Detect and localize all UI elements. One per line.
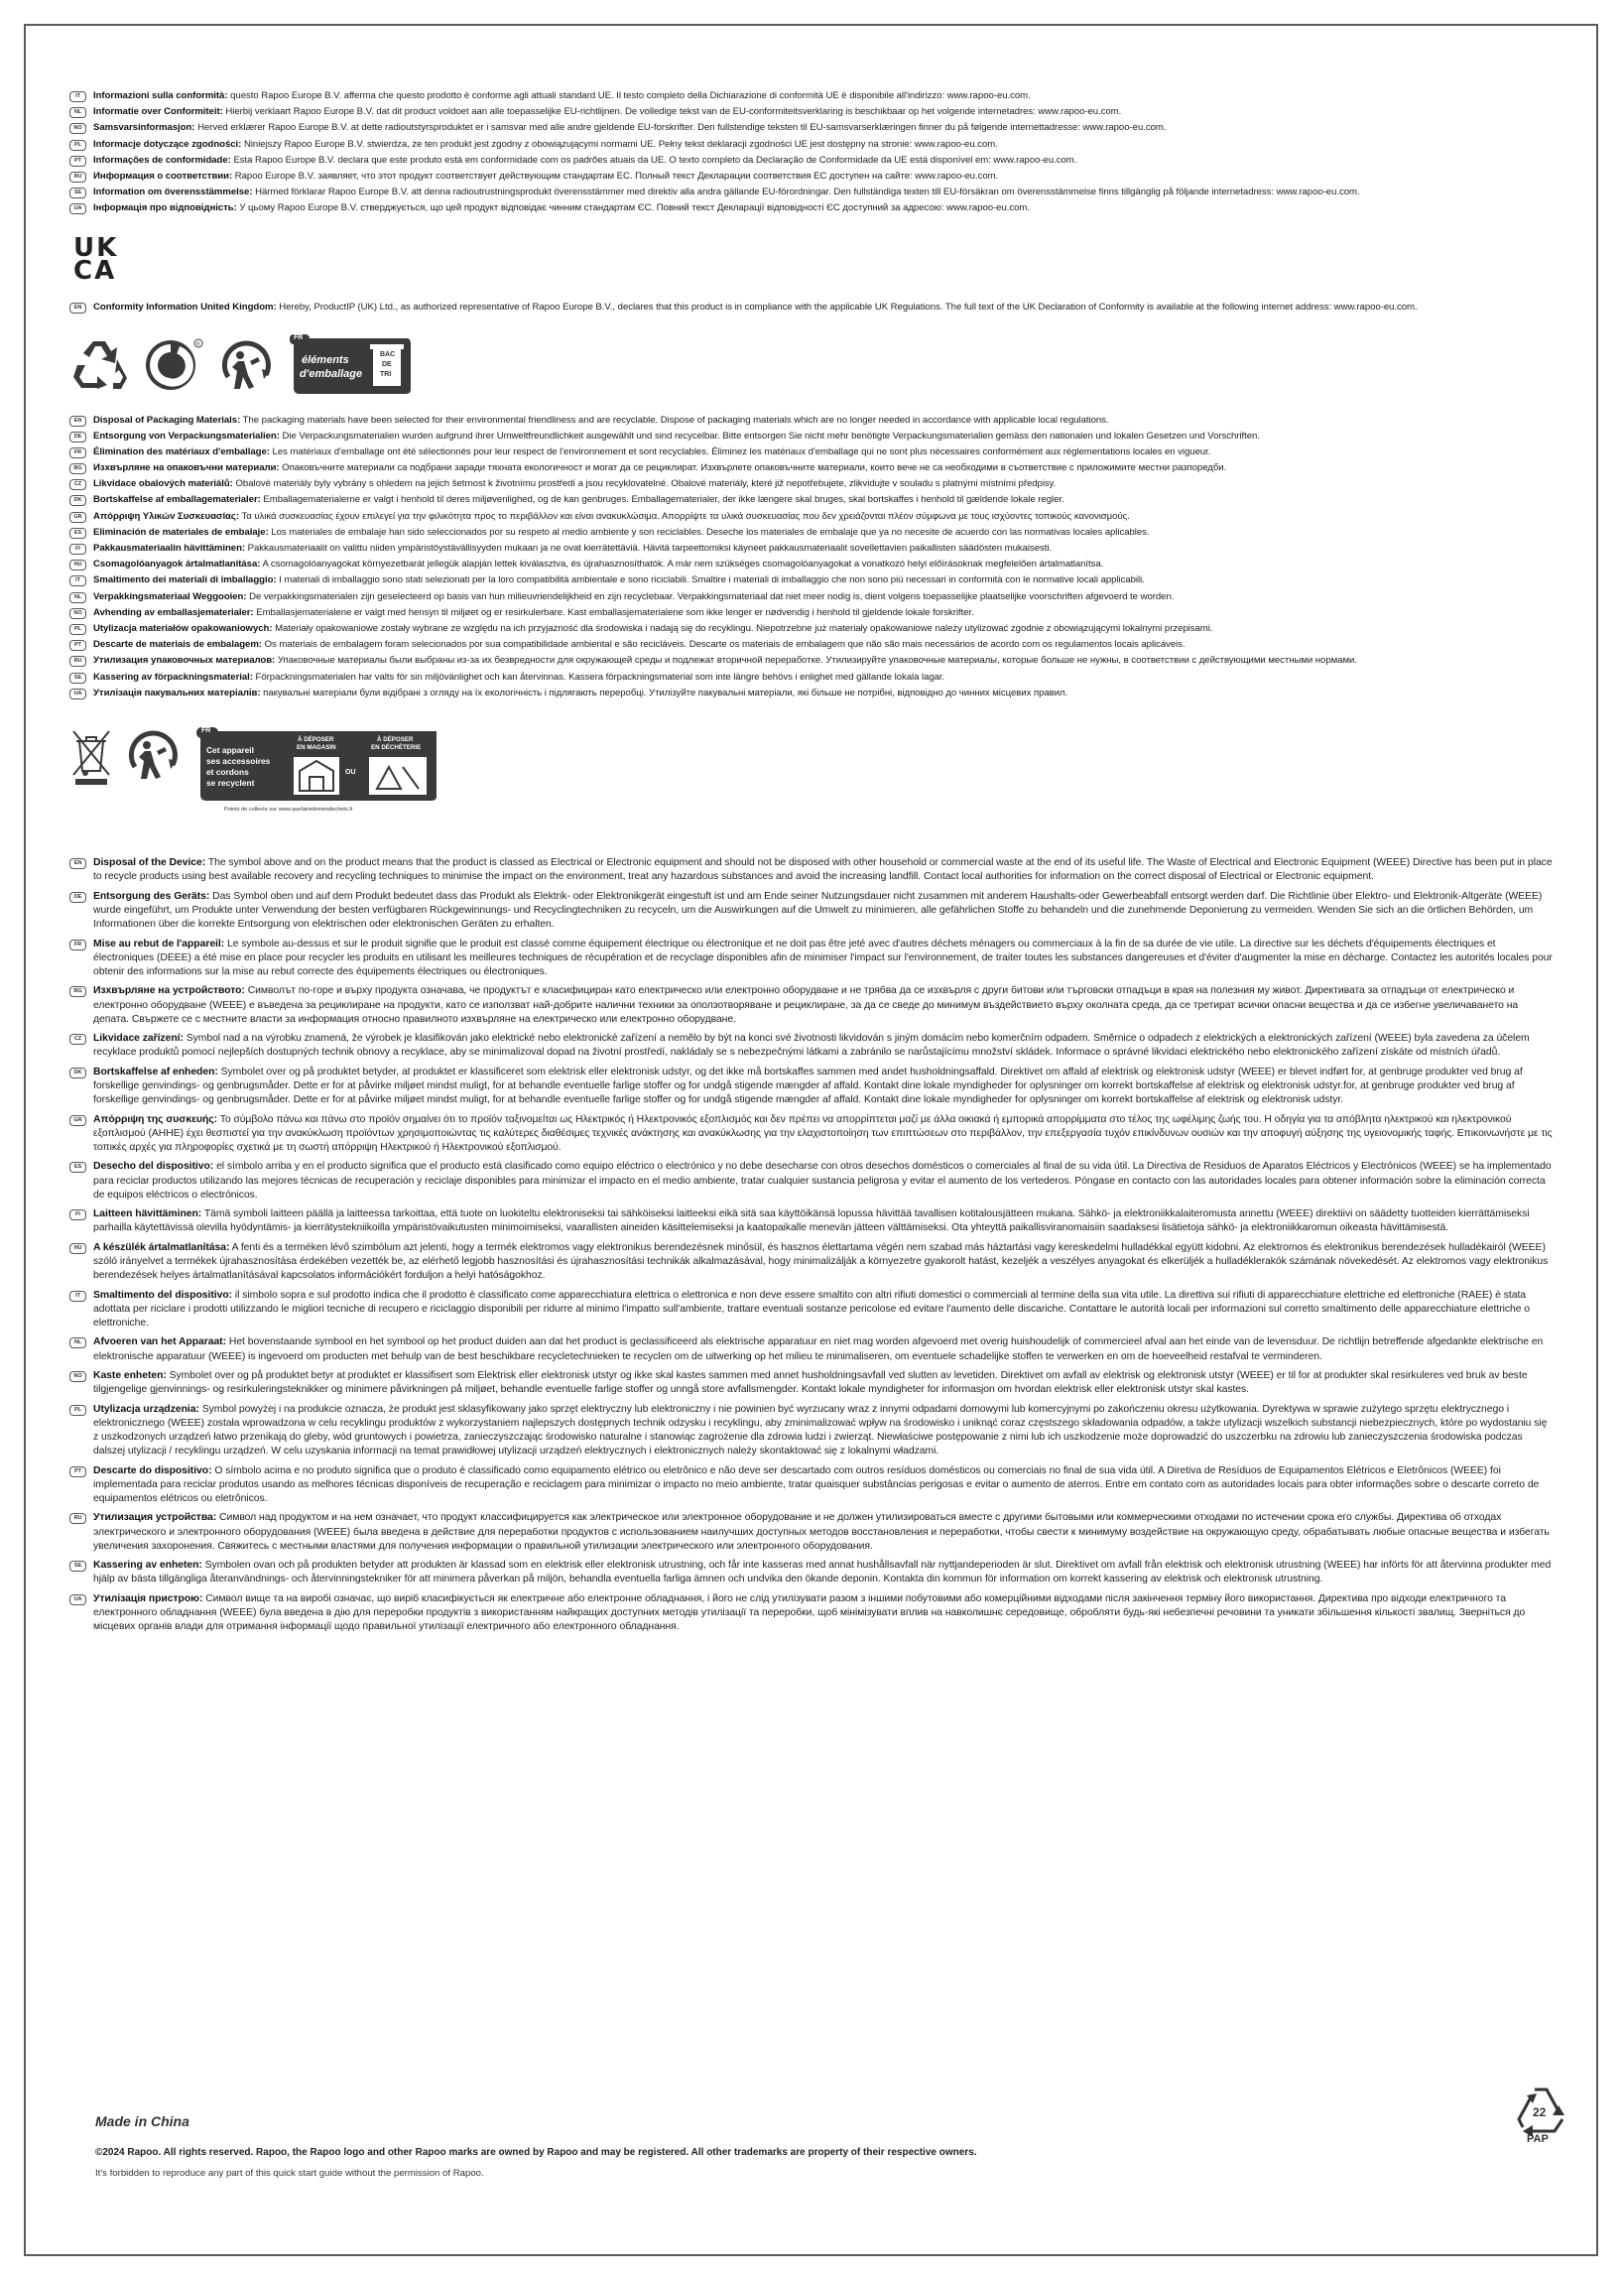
device-item (69, 1241, 1553, 1284)
packaging-heading: Likvidace obalových materiálů: (93, 478, 233, 490)
bin-label-3: TRI (380, 370, 392, 378)
language-code-badge: NL (69, 107, 86, 118)
bin-label-1: BAC (380, 350, 396, 358)
language-code-badge: PL (69, 1405, 86, 1416)
device-heading: Desecho del dispositivo: (93, 1161, 214, 1173)
device-item (69, 1403, 1553, 1459)
device-heading: Smaltimento del dispositivo: (93, 1289, 233, 1301)
packaging-heading: Descarte de materiais de embalagem: (93, 639, 262, 651)
device-item (69, 938, 1553, 980)
device-text (93, 1066, 1553, 1108)
packaging-item (69, 542, 1553, 556)
conformity-heading: Информация о соответствии: (93, 170, 233, 182)
conformity-text (93, 154, 1553, 168)
packaging-item (69, 493, 1553, 507)
packaging-text (93, 510, 1553, 524)
packaging-heading: Απόρριψη Υλικών Συσκευασίας: (93, 510, 239, 522)
device-body: Το σύμβολο πάνω και πάνω στο προϊόν σημαίνει ότι το προϊόν ταξινομείται ως Ηλεκτρικός ή Ηλεκτρονικός εξοπλισμός και δεν πρέπει να απορρίπτεται μαζί με άλλα οικιακά ή εμπορικά απορρίμματα στο τέλος της ωφέλιμης ζωής του. Η οδηγία για τα απόβλητα ηλεκτρικού και ηλεκτρονικού εξοπλισμού (ΑΗΗΕ) έχει θεσπιστεί για την ανακύκλωση προϊόντων χρησιμοποιώντας τις καλύτερες διαθέσιμες τεχνικές ανάκτησης και ανακύκλωσης για την ελαχιστοποίηση των επιπτώσεων στο περιβάλλον, την επεξεργασία τυχόν επικίνδυνων ουσιών και την αποφυγή αύξησης της υγειονομικής ταφής. Επικοινωνήστε με τις τοπικές αρχές για πληροφορίες σχετικά με τη σωστή απόρριψη Ηλεκτρικού ή Ηλεκτρονικού εξοπλισμού. (93, 1113, 1553, 1154)
packaging-text (93, 477, 1553, 491)
language-code-badge: EN (69, 858, 86, 869)
language-code-badge: UA (69, 203, 86, 214)
language-code-badge: PT (69, 156, 86, 167)
packaging-item (69, 445, 1553, 459)
language-code-badge: RU (69, 1513, 86, 1524)
device-body: Het bovenstaande symbool en het symbool op het product duiden aan dat het product is geclassificeerd als elektrische apparatuur en niet mag worden afgevoerd met overig huishoudelijk of commercieel afval aan het einde van de levensduur. De richtlijn betreffende afgedankte elektrische en elektronische apparatuur (WEEE) is ingevoerd om producten met behulp van de best beschikbare recycletechnieken te recyclen om de uitwerking op het milieu te minimaliseren, om eventuele schadelijke stoffen te verwerken en om de hoeveelheid restafval te verminderen. (93, 1336, 1544, 1362)
device-item (69, 1335, 1553, 1363)
conformity-body: Niniejszy Rapoo Europe B.V. stwierdza, że ten produkt jest zgodny z obowiązującymi normami UE. Pełny tekst deklaracji zgodności UE jest dostępny na stronie: www.rapoo-eu.com. (243, 138, 998, 150)
device-item (69, 1369, 1553, 1397)
device-item (69, 984, 1553, 1027)
packaging-body: Les matériaux d'emballage ont été sélectionnés pour leur respect de l'environnement et sont recyclables. Éliminez les matériaux d'emballage qui ne sont plus nécessaires conformément aux réglementations locales en vigueur. (272, 445, 1211, 457)
packaging-item (69, 510, 1553, 524)
device-text (93, 1032, 1553, 1060)
packaging-heading: Utylizacja materiałów opakowaniowych: (93, 622, 273, 634)
device-heading: Kassering av enheten: (93, 1560, 202, 1572)
packaging-heading: Verpakkingsmateriaal Weggooien: (93, 590, 247, 602)
conformity-body: У цьому Rapoo Europe B.V. стверджується, що цей продукт відповідає чинним стандартам ЄС. Повний текст Декларації відповідності ЄС доступний за адресою: www.rapoo-eu.com. (239, 202, 1030, 214)
packaging-body: De verpakkingsmaterialen zijn geselecteerd op basis van hun milieuvriendelijkheid en zijn recyclebaar. Verpakkingsmateriaal dat niet meer nodig is, dient volgens toepasselijke plaatselijke voorschriften afgevoerd te worden. (249, 590, 1175, 602)
device-body: The symbol above and on the product means that the product is classed as Electrical or Electronic equipment and should not be disposed with other household or commercial waste at the end of its useful life. The Waste of Electrical and Electronic Equipment (WEEE) Directive has been put in place to recycle products using best available recovery and recycling techniques to minimise the impact on the environment, treat any hazardous substances and avoid the increasing landfill. Contact local authorities for information on the correct disposal of Electrical or Electronic equipment. (93, 857, 1553, 883)
conformity-heading: Інформація про відповідність: (93, 202, 237, 214)
device-body: Символ вище та на виробі означає, що виріб класифікується як електричне або електронне обладнання, і його не слід утилізувати разом з іншими побутовими або комерційними відходами після закінчення терміну його використання. Директива про відходи електричного та електронного обладнання (WEEE) була введена в дію для переробки продуктів з використанням найкращих доступних методів утилізації та переробки, щоб мінімізувати вплив на навколишнє середовище, обробляти будь-які небезпечні речовини та уникати збільшення кількості звалищ. Зверніться до місцевих органів влади для отримання інформації щодо правильної утилізації електричного або електронного обладнання. (93, 1592, 1526, 1633)
device-item (69, 1207, 1553, 1235)
language-code-badge: NO (69, 608, 86, 619)
device-item (69, 1289, 1553, 1331)
device-text (93, 1559, 1553, 1586)
device-text (93, 984, 1553, 1027)
depose-decheterie-line-1: À DÉPOSER (377, 736, 414, 744)
device-item (69, 856, 1553, 884)
conformity-body: Hierbij verklaart Rapoo Europe B.V. dat dit product voldoet aan alle toepasselijke EU-richtlijnen. De volledige tekst van de EU-conformiteitsverklaring is beschikbaar op het volgende internetadres: www.rapoo-eu.com. (225, 106, 1122, 118)
packaging-body: Die Verpackungsmaterialien wurden aufgrund ihrer Umweltfreundlichkeit ausgewählt und sind recycelbar. Bitte entsorgen Sie nicht mehr benötigte Verpackungsmaterialien gemäss den nationalen und lokalen Gesetzen und Vorschriften. (282, 430, 1260, 442)
language-code-badge: GR (69, 512, 86, 523)
language-code-badge: NO (69, 123, 86, 134)
device-body: Tämä symboli laitteen päällä ja laitteessa tarkoittaa, että tuote on luokiteltu elektroniseksi tai sähköiseksi laitteeksi eikä sitä saa käyttöikänsä lopussa hävittää tavallisen kotitalousjätteen mukana. Sähkö- ja elektroniikkalaiteromusta annettu (WEEE) direktiivi on säädetty tuotteiden kierrättämiseksi parhailla käytettävissä olevilla hyödyntämis- ja kierrätystekniikoilla ympäristövaikutusten minimoimiseksi, vaarallisten aineiden käsittelemiseksi ja kaatopaikalle menevän jätteen välttämiseksi. Ota yhteyttä paikallisviranomaisiin saadaksesi lisätietoja sähkö- ja elektroniikkaromun oikeasta hävittämisestä. (93, 1208, 1530, 1234)
device-body: Le symbole au-dessus et sur le produit signifie que le produit est classé comme équipement électrique ou électronique et ne doit pas être jeté avec d'autres déchets ménagers ou commerciaux à la fin de sa durée de vie utile. La directive sur les déchets d'équipements électriques et électroniques (DEEE) a été mise en place pour recycler les produits en utilisant les meilleures techniques de récupération et de recyclage disponibles afin de minimiser l'impact sur l'environnement, de traiter toutes les substances dangereuses et d'éviter d'augmenter la mise en décharge. Contactez les autorités locales pour obtenir des informations sur la mise au rebut correcte des équipements électriques ou électroniques. (93, 938, 1553, 978)
uk-conformity-heading: Conformity Information United Kingdom: (93, 301, 277, 313)
language-code-badge: IT (69, 575, 86, 586)
depose-magasin-line-1: À DÉPOSER (298, 736, 334, 744)
packaging-heading: Disposal of Packaging Materials: (93, 414, 241, 426)
ukca-mark-line-1: UK (73, 232, 119, 263)
packaging-item (69, 654, 1553, 668)
device-item (69, 1160, 1553, 1203)
language-code-badge: IT (69, 1291, 86, 1302)
device-item (69, 1113, 1553, 1156)
made-in-label: Made in China (95, 2113, 189, 2129)
language-code-badge: EN (69, 416, 86, 427)
packaging-text (93, 606, 1553, 620)
conformity-item (69, 89, 1553, 103)
packaging-heading: Eliminación de materiales de embalaje: (93, 526, 269, 538)
packaging-heading: Утилізація пакувальних матеріалів: (93, 687, 261, 698)
packaging-body: пакувальні матеріали були відібрані з огляду на їх екологічність і підлягають переробці. Утилізуйте пакувальні матеріали, які більше не потрібні, відповідно до чинних місцевих правил. (263, 687, 1068, 698)
packaging-text (93, 638, 1553, 652)
packaging-body: Упаковочные материалы были выбраны из-за их безвредности для окружающей среды и подлежат вторичной переработке. Утилизируйте упаковочные материалы, которые больше не нужны, в соответствии с действующими местными нормами. (277, 655, 1357, 667)
packaging-item (69, 558, 1553, 571)
conformity-body: Esta Rapoo Europe B.V. declara que este produto está em conformidade com os padrões atuais da UE. O texto completo da Declaração de Conformidade da UE está disponível em: www.rapoo-eu.com. (233, 154, 1077, 166)
conformity-text (93, 89, 1553, 103)
language-code-badge: PT (69, 1466, 86, 1477)
language-code-badge: DE (69, 892, 86, 903)
device-text (93, 938, 1553, 980)
packaging-heading: Изхвърляне на опаковъчни материали: (93, 462, 280, 474)
device-text (93, 1113, 1553, 1156)
device-body: Symbol powyżej i na produkcie oznacza, że produkt jest sklasyfikowany jako sprzęt elektryczny lub elektroniczny i nie powinien być wyrzucany wraz z innymi odpadami domowymi lub komercyjnymi po zakończeniu okresu użytkowania. Dyrektywa w sprawie zużytego sprzętu elektrycznego i elektronicznego (WEEE) została wprowadzona w celu recyklingu produktów z wykorzystaniem najlepszych dostępnych technik odzysku i recyklingu, aby zminimalizować wpływ na środowisko i uniknąć coraz częstszego składowania odpadów, a także utylizacji wszelkich substancji niebezpiecznych, które po wydostaniu się z uszkodzonych urządzeń łatwo przenikają do gleby, wód gruntowych i powietrza, zanieczyszczając środowisko naturalne i stanowiąc zagrożenie dla zdrowia ludzi i zwierząt. Niewłaściwe postępowanie z nimi lub ich uszkodzenie może doprowadzić do uszczerbku na zdrowiu lub zanieczyszczenia środowiska podczas dalszej utylizacji / recyklingu urządzeń. W celu uzyskania informacji na temat prawidłowej utylizacji urządzeń elektrycznych i elektronicznych należy skontaktować się z lokalnymi władzami. (93, 1403, 1548, 1457)
language-code-badge: FR (69, 940, 86, 950)
device-body: Symbolen ovan och på produkten betyder att produkten är klassad som en elektrisk eller elektronisk utrustning, och får inte kasseras med annat hushållsavfall när nyttjandeperioden är slut. Direktivet om avfall från elektrisk och elektronisk utrustning (WEEE) har införts för att återvinna produkter med hjälp av bästa tillgängliga återanvändnings- och återvinningstekniker för att minimera påverkan på miljön, behandla eventuella farliga ämnen och undvika den ökande deponin. Kontakta din kommun för information om korrekt kassering av elektrisk och elektronisk utrustning. (93, 1560, 1552, 1585)
device-heading: Likvidace zařízení: (93, 1033, 184, 1045)
device-item (69, 1511, 1553, 1554)
green-dot-icon (143, 337, 204, 393)
packaging-item (69, 622, 1553, 636)
copyright-text: ©2024 Rapoo. All rights reserved. Rapoo, the Rapoo logo and other Rapoo marks are owned by Rapoo and may be registered. All other trademarks are property of their respective owners. (95, 2147, 977, 2158)
packaging-heading: Bortskaffelse af emballagematerialer: (93, 494, 261, 506)
packaging-item (69, 638, 1553, 652)
language-code-badge: HU (69, 1243, 86, 1254)
packaging-icon-row (71, 334, 1553, 396)
device-body: Symbolet over og på produktet betyder, at produktet er klassificeret som elektrisk eller elektronisk udstyr, og det ikke må bortskaffes sammen med andet husholdningsaffald. Direktivet om affald af elektrisk og elektronisk udstyr (WEEE) er blevet indført for, at genbruge produkter ved brug af forskellige genvindings- og genbrugsmåder. Dette er for at påvirke miljøet mindst muligt, for at behandle eventuelle farlige stoffer og for undgå stigende mængder af affald. Kontakt dine lokale myndigheder for oplysninger om korrekt bortskaffelse af elektrisk og elektronisk udstyr.for, at genbruge produkter ved brug af forskellige genvindings- og genbrugsmåder. Dette er for at påvirke miljøet mindst muligt, for at behandle eventuelle farlige stoffer og for undgå stigende mængder af affald. Kontakt dine lokale myndigheder for oplysninger om korrekt bortskaffelse af elektrisk og elektronisk udstyr. (93, 1066, 1523, 1106)
language-code-badge: RU (69, 656, 86, 667)
footer (95, 2113, 1534, 2179)
packaging-disposal-section (69, 414, 1553, 700)
packaging-text (93, 558, 1553, 571)
packaging-item (69, 414, 1553, 428)
conformity-section (69, 89, 1553, 215)
packaging-heading: Утилизация упаковочных материалов: (93, 655, 276, 667)
packaging-item (69, 606, 1553, 620)
packaging-text (93, 622, 1553, 636)
packaging-item (69, 477, 1553, 491)
language-code-badge: HU (69, 560, 86, 570)
language-code-badge: FI (69, 544, 86, 555)
packaging-heading: Entsorgung von Verpackungsmaterialien: (93, 430, 280, 442)
cet-appareil-line-2: ses accessoires (206, 756, 271, 767)
language-code-badge: BG (69, 463, 86, 474)
packaging-heading: Csomagolóanyagok ártalmatlanítása: (93, 559, 261, 570)
packaging-heading: Smaltimento dei materiali di imballaggio: (93, 574, 277, 586)
language-code-badge: NO (69, 1371, 86, 1382)
language-code-badge: DK (69, 495, 86, 506)
device-item (69, 890, 1553, 933)
bin-label-2: DE (382, 360, 392, 368)
conformity-item (69, 154, 1553, 168)
device-heading: Bortskaffelse af enheden: (93, 1066, 218, 1077)
device-item (69, 1032, 1553, 1060)
language-code-badge: BG (69, 986, 86, 997)
triman-icon (125, 727, 181, 783)
packaging-text (93, 461, 1553, 475)
conformity-item (69, 121, 1553, 135)
device-item (69, 1559, 1553, 1586)
ou-label: OU (345, 769, 356, 777)
packaging-text (93, 445, 1553, 459)
fr-tag: FR (201, 727, 211, 735)
language-code-badge: CZ (69, 479, 86, 490)
uk-conformity-section (69, 301, 1553, 315)
packaging-text (93, 493, 1553, 507)
language-code-badge: DE (69, 432, 86, 443)
depose-magasin-line-2: EN MAGASIN (297, 744, 336, 752)
device-heading: Απόρριψη της συσκευής: (93, 1113, 218, 1125)
conformity-body: Rapoo Europe B.V. заявляет, что этот продукт соответствует действующим стандартам ЕС. Полный текст Декларации соответствия ЕС доступен на сайте: www.rapoo-eu.com. (234, 170, 999, 182)
device-heading: A készülék ártalmatlanítása: (93, 1241, 230, 1253)
collection-points-caption: Points de collecte sur www.quefairedemesdechets.fr (224, 807, 353, 814)
triman-icon (218, 337, 274, 393)
packaging-text (93, 414, 1553, 428)
language-code-badge: ES (69, 1162, 86, 1173)
conformity-text (93, 105, 1553, 119)
pap-recycling-mark (1515, 2084, 1566, 2150)
device-text (93, 1289, 1553, 1331)
packaging-item (69, 590, 1553, 604)
device-text (93, 1160, 1553, 1203)
conformity-body: questo Rapoo Europe B.V. afferma che questo prodotto è conforme agli attuali standard UE. Il testo completo della Dichiarazione di conformità UE è disponibile all'indirizzo: www.rapoo-eu.com. (230, 90, 1031, 101)
ukca-mark-line-2: CA (73, 255, 117, 286)
conformity-heading: Information om överensstämmelse: (93, 187, 253, 198)
packaging-item (69, 461, 1553, 475)
conformity-heading: Informações de conformidade: (93, 154, 231, 166)
conformity-item (69, 138, 1553, 152)
language-code-badge: SE (69, 673, 86, 684)
depose-decheterie-line-2: EN DÉCHÈTERIE (371, 744, 422, 752)
packaging-body: Los materiales de embalaje han sido seleccionados por su respeto al medio ambiente y son reciclables. Deseche los materiales de embalaje que ya no necesite de acuerdo con las normativas locales aplicables. (271, 526, 1150, 538)
packaging-text (93, 671, 1553, 685)
packaging-body: Materiały opakowaniowe zostały wybrane ze względu na ich przyjazność dla środowiska i nadają się do recyklingu. Niepotrzebne już materiały opakowaniowe należy utylizować zgodnie z obowiązującymi lokalnymi przepisami. (275, 622, 1213, 634)
packaging-item (69, 430, 1553, 443)
packaging-body: A csomagolóanyagokat környezetbarát jellegük alapján lettek kiválasztva, és újrahasznosíthatók. A már nem szükséges csomagolóanyagokat a vonatkozó helyi előírásoknak megfelelően ártalmatlanítsa. (262, 559, 1104, 570)
device-disposal-section (69, 856, 1553, 1634)
collection-info-badge (194, 727, 442, 819)
device-heading: Изхвърляне на устройството: (93, 985, 245, 997)
packaging-item (69, 671, 1553, 685)
packaging-body: Obalové materiály byly vybrány s ohledem na jejich šetrnost k životnímu prostředí a jsou recyklovatelné. Obalové materiály, které již nepotřebujete, zlikvidujte v souladu s platnými místními předpisy. (235, 478, 1057, 490)
language-code-badge: FR (69, 447, 86, 458)
conformity-text (93, 201, 1553, 215)
language-code-badge: IT (69, 91, 86, 102)
conformity-heading: Informatie over Conformiteit: (93, 106, 223, 118)
language-code-badge: NL (69, 592, 86, 603)
device-body: Символ над продуктом и на нем означает, что продукт классифицируется как электрическое или электронное оборудование и не должен утилизироваться вместе с другими бытовыми или коммерческими отходами по истечении срока его службы. Директива об отходах электрического и электронного оборудования (WEEE) была введена в действие для переработки продуктов с использованием наилучших доступных методов восстановления и переработки, чтобы свести к минимуму воздействие на окружающую среду, обрабатывать любые опасные вещества и избегать увеличения захоронения. Свяжитесь с местными властями для получения информации о правильной утилизации электрического или электронного оборудования. (93, 1512, 1550, 1552)
language-code-badge: SE (69, 1561, 86, 1572)
language-code-badge: EN (69, 303, 86, 314)
conformity-text (93, 138, 1553, 152)
uk-conformity-text (93, 301, 1553, 315)
language-code-badge: FI (69, 1209, 86, 1220)
fr-tag: FR (294, 333, 304, 341)
elements-label: éléments (302, 353, 349, 366)
packaging-heading: Kassering av förpackningsmaterial: (93, 671, 253, 683)
device-text (93, 856, 1553, 884)
packaging-body: I materiali di imballaggio sono stati selezionati per la loro compatibilità ambientale e sono riciclabili. Smaltire i materiali di imballaggio che non sono più necessari in conformità con le normative locali applicabili. (279, 574, 1145, 586)
language-code-badge: DK (69, 1068, 86, 1078)
device-body: el símbolo arriba y en el producto significa que el producto está clasificado como equipo eléctrico o electrónico y no debe desecharse con otros desechos domésticos o comerciales al final de su vida útil. La Directiva de Residuos de Aparatos Eléctricos y Electrónicos (WEEE) se ha implementado para reciclar productos utilizando las mejores técnicas de recuperación y reciclaje disponibles para minimizar el impacto en el medio ambiente, tratar cualquier sustancia peligrosa y evitar el aumento de los vertederos. Póngase en contacto con las autoridades locales para obtener información sobre la eliminación correcta de equipos eléctricos o electrónicos. (93, 1161, 1552, 1201)
device-body: il simbolo sopra e sul prodotto indica che il prodotto è classificato come apparecchiatura elettrica o elettronica e non deve essere smaltito con altri rifiuti domestici o commerciali al termine della sua vita utile. La direttiva sui rifiuti di apparecchiature elettriche ed elettroniche (RAEE) è stata adottata per riciclare i prodotti utilizzando le migliori tecniche di recupero e riciclaggio disponibili per ridurre al minimo l'impatto sull'ambiente, trattare eventuali sostanze pericolose ed evitare l'aumento delle discariche. Contattare le autorità locali per informazioni sul corretto smaltimento delle apparecchiature elettriche o elettroniche. (93, 1289, 1531, 1330)
language-code-badge: NL (69, 1337, 86, 1348)
device-text (93, 1207, 1553, 1235)
device-icon-row (71, 727, 1553, 819)
reproduction-notice: It's forbidden to reproduce any part of this quick start guide without the permission of Rapoo. (95, 2168, 484, 2179)
conformity-text (93, 186, 1553, 199)
device-heading: Disposal of the Device: (93, 857, 206, 869)
device-heading: Descarte do dispositivo: (93, 1464, 212, 1476)
device-heading: Afvoeren van het Apparaat: (93, 1336, 227, 1348)
uk-conformity-item (69, 301, 1553, 315)
conformity-body: Herved erklærer Rapoo Europe B.V. at dette radioutstyrsproduktet er i samsvar med alle andre gjeldende EU-forskrifter. Den fullstendige teksten til EU-samsvarserklæringen finner du på følgende internettadresse: www.rapoo-eu.com. (197, 122, 1167, 134)
device-item (69, 1464, 1553, 1507)
svg-text:R: R (196, 341, 200, 347)
document-body (69, 89, 1553, 1640)
device-text (93, 1335, 1553, 1363)
device-text (93, 1369, 1553, 1397)
conformity-item (69, 186, 1553, 199)
packaging-item (69, 573, 1553, 587)
language-code-badge: ES (69, 528, 86, 539)
packaging-body: Emballagematerialerne er valgt i henhold til deres miljøvenlighed, og de kan genbruges. Emballagematerialer, der ikke længere skal bruges, skal bortskaffes i henhold til gældende lokale regler. (263, 494, 1064, 506)
device-heading: Утилизация устройства: (93, 1512, 217, 1524)
device-heading: Утилізація пристрою: (93, 1592, 203, 1604)
conformity-body: Härmed förklarar Rapoo Europe B.V. att denna radioutrustningsprodukt överensstämmer med direktiv alla andra gällande EU-förordningar. Den fullständiga texten till EU-försäkran om överensstämmelse finns tillgänglig på följande internetadress: www.rapoo-eu.com. (255, 187, 1360, 198)
conformity-heading: Informacje dotyczące zgodności: (93, 138, 242, 150)
emballage-label: d'emballage (300, 367, 363, 380)
packaging-body: Os materiais de embalagem foram selecionados por sua compatibilidade ambiental e são recicláveis. Descarte os materiais de embalagem que não são mais necessários de acordo com os regulamentos locais aplicáveis. (264, 639, 1186, 651)
device-item (69, 1592, 1553, 1635)
language-code-badge: GR (69, 1115, 86, 1126)
packaging-text (93, 654, 1553, 668)
language-code-badge: UA (69, 689, 86, 699)
conformity-heading: Samsvarsinformasjon: (93, 122, 195, 134)
packaging-body: The packaging materials have been selected for their environmental friendliness and are recyclable. Dispose of packaging materials which are no longer needed in accordance with applicable local regulations. (242, 414, 1109, 426)
cet-appareil-line-1: Cet appareil (206, 745, 254, 756)
packaging-item (69, 526, 1553, 540)
device-body: A fenti és a terméken lévő szimbólum azt jelenti, hogy a termék elektromos vagy elektronikus berendezésnek minősül, és hasznos élettartama végén nem szabad más háztartási vagy kereskedelmi hulladékkal együtt kidobni. Az elektromos és elektronikus berendezések hulladékairól (WEEE) szóló irányelvet a termékek újrahasznosítása érdekében vezették be, az elérhető legjobb hasznosítási és újrahasznosítási technikák alkalmazásával, hogy minimalizálják a környezetre gyakorolt hatást, kezeljék a veszélyes anyagokat és elkerüljék a hulladéklerakók számának növekedését. Az elektromos vagy elektronikus berendezések helyes ártalmatlanításával kapcsolatos információkért forduljon a helyi hatóságokhoz. (93, 1241, 1549, 1282)
conformity-text (93, 121, 1553, 135)
device-text (93, 1464, 1553, 1507)
packaging-item (69, 687, 1553, 700)
pap-number: 22 (1533, 2105, 1547, 2119)
language-code-badge: PL (69, 140, 86, 151)
packaging-body: Pakkausmateriaalit on valittu niiden ympäristöystävällisyyden mukaan ja ne ovat kierrätettäviä. Hävitä tarpeettomiksi käyneet pakkausmateriaalit sovellettavien paikallisten säädösten mukaisesti. (247, 543, 1053, 554)
device-body: Das Symbol oben und auf dem Produkt bedeutet dass das Produkt als Elektrik- oder Elektronikgerät eingestuft ist und am Ende seiner Nutzungsdauer nicht zusammen mit anderem Haushalts-oder Gewerbeabfall entsorgt werden darf. Die Richtlinie über Elektro- und Elektronik-Altgeräte (WEEE) wurde eingeführt, um Produkte unter Verwendung der besten verfügbaren Rückgewinnungs- und Recyclingtechniken zu recyceln, um die Auswirkungen auf die Umwelt zu minimieren, alle gefährlichen Stoffe zu behandeln und die zunehmende Deponierung zu vermeiden. Wenden Sie sich an die örtlichen Behörden, um Informationen über die korrekte Entsorgung von elektrischen oder elektronischen Geräten zu erhalten. (93, 890, 1543, 931)
packaging-body: Опаковъчните материали са подбрани заради тяхната екологичност и могат да се рециклират. Изхвърлете опаковъчните материали, които вече не са необходими в съответствие с приложимите местни разпоредби. (282, 462, 1227, 474)
language-code-badge: RU (69, 172, 86, 183)
device-heading: Utylizacja urządzenia: (93, 1403, 199, 1415)
packaging-text (93, 590, 1553, 604)
packaging-text (93, 430, 1553, 443)
device-text (93, 890, 1553, 933)
language-code-badge: CZ (69, 1034, 86, 1045)
conformity-heading: Informazioni sulla conformità: (93, 90, 228, 101)
sorting-info-badge (288, 334, 415, 396)
device-body: Symbol nad a na výrobku znamená, že výrobek je klasifikován jako elektrické nebo elektronické zařízení a nemělo by být na konci své životnosti likvidován s jiným domácím nebo komerčním odpadem. Směrnice o odpadech z elektrických a elektronických zařízení (WEEE) byla zavedena za účelem recyklace produktů pomocí nejlepších dostupných technik obnovy a recyklace, aby se minimalizoval dopad na životní prostředí, nakládaly se s nebezpečnými látkami a zabránilo se narůstajícímu množství skládek. Informace o správné likvidaci elektrického nebo elektronického zařízení získáte od místních úřadů. (93, 1033, 1530, 1059)
language-code-badge: PT (69, 640, 86, 651)
device-text (93, 1403, 1553, 1459)
packaging-text (93, 542, 1553, 556)
cet-appareil-line-3: et cordons (206, 767, 249, 778)
pap-label: PAP (1527, 2133, 1549, 2145)
conformity-item (69, 170, 1553, 184)
uk-conformity-body: Hereby, ProductIP (UK) Ltd., as authorized representative of Rapoo Europe B.V., declares that this product is in compliance with the applicable UK Regulations. The full text of the UK Declaration of Conformity is available at the following internet address: www.rapoo-eu.com. (279, 301, 1418, 313)
device-text (93, 1511, 1553, 1554)
device-heading: Laitteen hävittäminen: (93, 1208, 202, 1220)
packaging-text (93, 573, 1553, 587)
weee-crossed-bin-icon (71, 727, 111, 787)
cet-appareil-line-4: se recyclent (206, 778, 255, 789)
device-text (93, 1241, 1553, 1284)
device-heading: Mise au rebut de l'appareil: (93, 938, 225, 950)
packaging-body: Emballasjematerialene er valgt med hensyn til miljøet og er resirkulerbare. Kast emballasjematerialene som ikke lenger er nødvendig i henhold til gjeldende lokale forskrifter. (256, 606, 974, 618)
conformity-item (69, 201, 1553, 215)
ukca-mark (73, 232, 119, 286)
packaging-text (93, 526, 1553, 540)
packaging-heading: Élimination des matériaux d'emballage: (93, 445, 270, 457)
language-code-badge: UA (69, 1594, 86, 1605)
packaging-heading: Pakkausmateriaalin hävittäminen: (93, 543, 246, 554)
device-text (93, 1592, 1553, 1635)
language-code-badge: PL (69, 624, 86, 635)
language-code-badge: SE (69, 188, 86, 198)
conformity-item (69, 105, 1553, 119)
device-body: Символът по-горе и върху продукта означава, че продуктът е класифициран като електрическо или електронно оборудване и не трябва да се изхвърля с други битови или търговски отпадъци в края на полезния му живот. Директивата за отпадъци от електрическо и електронно оборудване (WEEE) е въведена за рециклиране на продукти, като се използват най-добрите налични техники за оползотворяване и рециклиране, за да се сведе до минимум въздействието върху околната среда, да се третират всички опасни вещества и да се избегне увеличаването на депата. Свържете се с местните власти за информация относно правилното изхвърляне на електрическо или електронно оборудване. (93, 985, 1519, 1025)
packaging-body: Förpackningsmaterialen har valts för sin miljövänlighet och kan återvinnas. Kassera förpackningsmaterial som inte längre behövs i enlighet med gällande lokala lagar. (255, 671, 945, 683)
device-body: Symbolet over og på produktet betyr at produktet er klassifisert som Elektrisk eller elektronisk utstyr og ikke skal kastes sammen med annet husholdningsavfall ved slutten av levetiden. Direktivet om avfall av elektrisk og elektronisk utstyr (WEEE) er til for at produkter skal resirkuleres ved bruk av beste tilgjengelige gjenvinnings- og resirkuleringsteknikker og minimere påvirkningen på miljøet, behandle eventuelle farlige stoffer og unngå store avfallsmengder. Kontakt lokale myndigheter for informasjon om hvordan elektrisk eller elektronisk utstyr skal kastes. (93, 1370, 1528, 1396)
device-heading: Entsorgung des Geräts: (93, 890, 210, 902)
recycle-icon (71, 337, 129, 393)
packaging-heading: Avhending av emballasjematerialer: (93, 606, 254, 618)
packaging-body: Τα υλικά συσκευασίας έχουν επιλεγεί για την φιλικότητα προς το περιβάλλον και είναι ανακυκλώσιμα. Απορρίψτε τα υλικά συσκευασίας που δεν χρειάζονται πλέον σύμφωνα με τους ισχύοντες τοπικούς κανονισμούς. (241, 510, 1130, 522)
device-heading: Kaste enheten: (93, 1370, 167, 1382)
conformity-text (93, 170, 1553, 184)
device-body: O símbolo acima e no produto significa que o produto é classificado como equipamento elétrico ou eletrônico e não deve ser descartado com outros resíduos domésticos ou comerciais no final de sua vida útil. A Diretiva de Resíduos de Equipamentos Elétricos e Eletrônicos (WEEE) foi implementada para reciclar produtos usando as melhores técnicas disponíveis de recuperação e reciclagem para minimizar o impacto no meio ambiente, tratar quaisquer substâncias perigosas e evitar o aumento de aterros. Entre em contato com as autoridades locais para obter informações sobre o descarte correto de equipamentos elétricos ou eletrônicos. (93, 1464, 1540, 1505)
packaging-text (93, 687, 1553, 700)
device-item (69, 1066, 1553, 1108)
